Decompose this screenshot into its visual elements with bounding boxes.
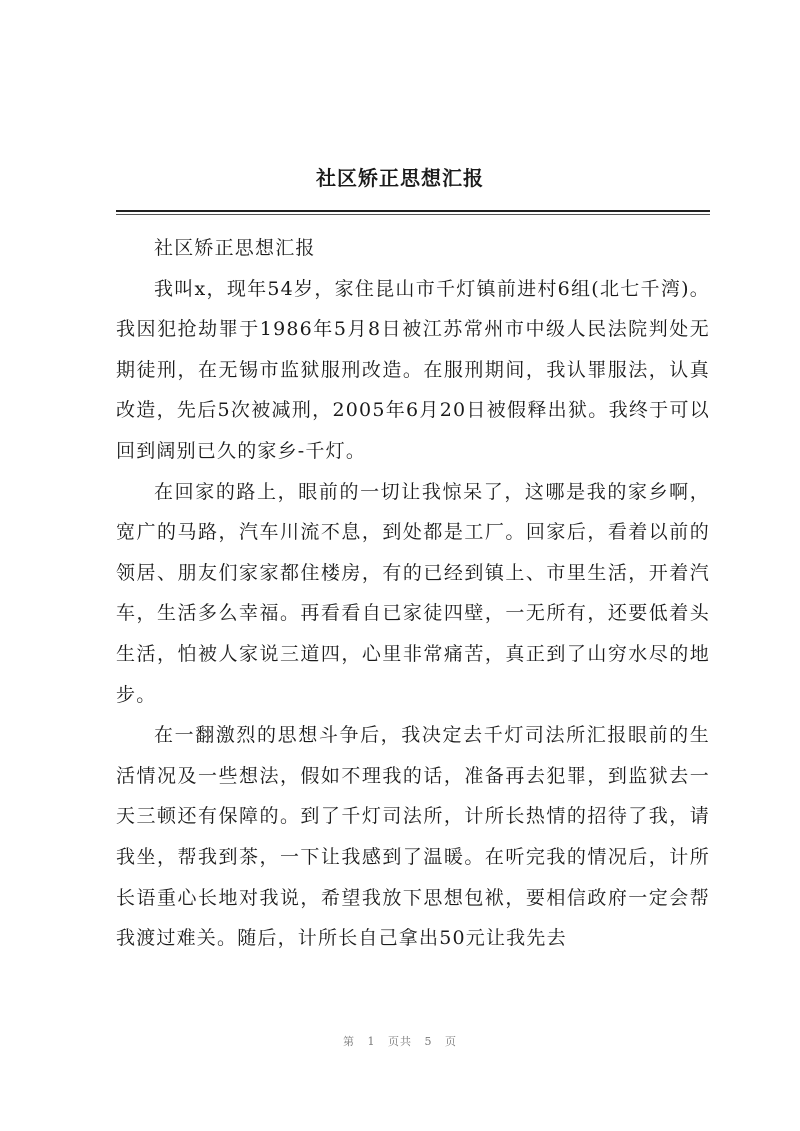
footer-page-mid: 页共: [388, 1035, 412, 1048]
footer-page-number: 1: [367, 1035, 376, 1048]
footer-page-total: 5: [424, 1035, 433, 1048]
document-body: [116, 228, 710, 959]
body-paragraph: 在回家的路上，眼前的一切让我惊呆了，这哪是我的家乡啊，宽广的马路，汽车川流不息，到处都是工厂。回家后，看着以前的领居、朋友们家家都住楼房，有的已经到镇上、市里生活，开着汽车，生活多么幸福。再看看自已家徒四壁，一无所有，还要低着头生活，怕被人家说三道四，心里非常痛苦，真正到了山穷水尽的地步。: [116, 480, 710, 706]
title-divider: [116, 210, 710, 212]
page-footer: [0, 1033, 800, 1049]
body-paragraph: 我叫x，现年54岁，家住昆山市千灯镇前进村6组(北七千湾)。我因犯抢劫罪于1986年5月8日被江苏常州市中级人民法院判处无期徒刑，在无锡市监狱服刑改造。在服刑期间，我认罪服法，认真改造，先后5次被减刑，2005年6月20日被假释出狱。我终于可以回到阔别已久的家乡-千灯。: [116, 277, 710, 462]
title-divider-thin: [116, 214, 710, 215]
footer-page-suffix: 页: [445, 1035, 457, 1048]
footer-page-prefix: 第: [343, 1035, 355, 1048]
body-paragraph-heading: 社区矫正思想汇报: [154, 237, 316, 259]
document-title: 社区矫正思想汇报: [316, 166, 484, 190]
body-paragraph: 在一翻激烈的思想斗争后，我决定去千灯司法所汇报眼前的生活情况及一些想法，假如不理我的话，准备再去犯罪，到监狱去一天三顿还有保障的。到了千灯司法所，计所长热情的招待了我，请我坐，帮我到茶，一下让我感到了温暖。在听完我的情况后，计所长语重心长地对我说，希望我放下思想包袱，要相信政府一定会帮我渡过难关。随后，计所长自己拿出50元让我先去: [116, 724, 710, 950]
